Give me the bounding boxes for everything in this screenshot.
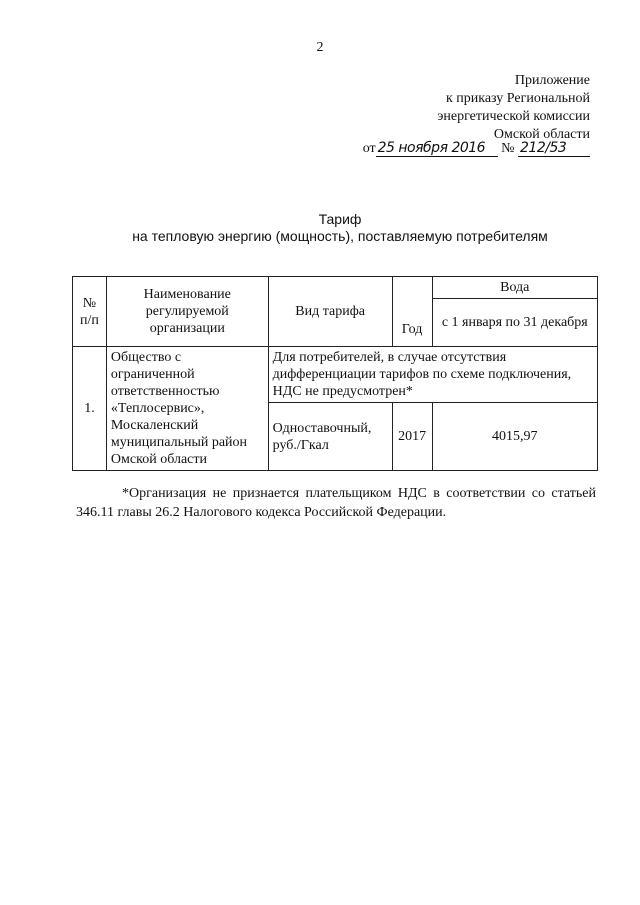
header-period: с 1 января по 31 декабря xyxy=(432,299,597,347)
order-date-number xyxy=(363,140,590,157)
appendix-header xyxy=(437,72,590,144)
header-num: № п/п xyxy=(73,277,107,347)
header-year: Год xyxy=(392,277,432,347)
org-line: ответственностью xyxy=(110,384,220,399)
footnote: *Организация не признается плательщиком НДС в соответствии со статьей 346.11 главы 26.2 Налогового кодекса Российской Федерации. xyxy=(76,486,596,520)
org-line: «Теплосервис», xyxy=(110,401,205,416)
title-line-1: Тариф xyxy=(318,211,362,227)
header-tariff-type: Вид тарифа xyxy=(268,277,392,347)
org-line: Омской области xyxy=(110,452,207,467)
consumer-note: Для потребителей, в случае отсутствия дифференциации тарифов по схеме подключения, НДС не предусмотрен* xyxy=(268,347,597,403)
header-water: Вода xyxy=(432,277,597,299)
page-number: 2 xyxy=(316,40,324,55)
tariff-year: 2017 xyxy=(392,403,432,471)
header-row-1 xyxy=(73,277,598,299)
from-label: от xyxy=(362,141,376,156)
row-num: 1. xyxy=(73,347,107,471)
number-label: № xyxy=(501,141,515,156)
tariff-table xyxy=(72,276,598,471)
handwritten-number: 212/53 xyxy=(518,140,590,157)
handwritten-date: 25 ноября 2016 xyxy=(376,140,498,157)
org-line: Общество с xyxy=(110,350,182,365)
org-line: Москаленский xyxy=(110,418,199,433)
title-line-2: на тепловую энергию (мощность), поставляемую потребителям xyxy=(132,228,548,244)
appendix-line-4: Омской области xyxy=(493,127,590,142)
tariff-type: Одноставочный, руб./Гкал xyxy=(268,403,392,471)
appendix-line-1: Приложение xyxy=(514,73,590,88)
header-org: Наименование регулируемой организации xyxy=(106,277,268,347)
document-title xyxy=(0,211,640,245)
row-org xyxy=(106,347,268,471)
table-row xyxy=(73,347,598,403)
tariff-value: 4015,97 xyxy=(432,403,597,471)
appendix-line-2: к приказу Региональной xyxy=(445,91,590,106)
org-line: муниципальный район xyxy=(110,435,248,450)
org-line: ограниченной xyxy=(110,367,195,382)
appendix-line-3: энергетической комиссии xyxy=(437,109,590,124)
